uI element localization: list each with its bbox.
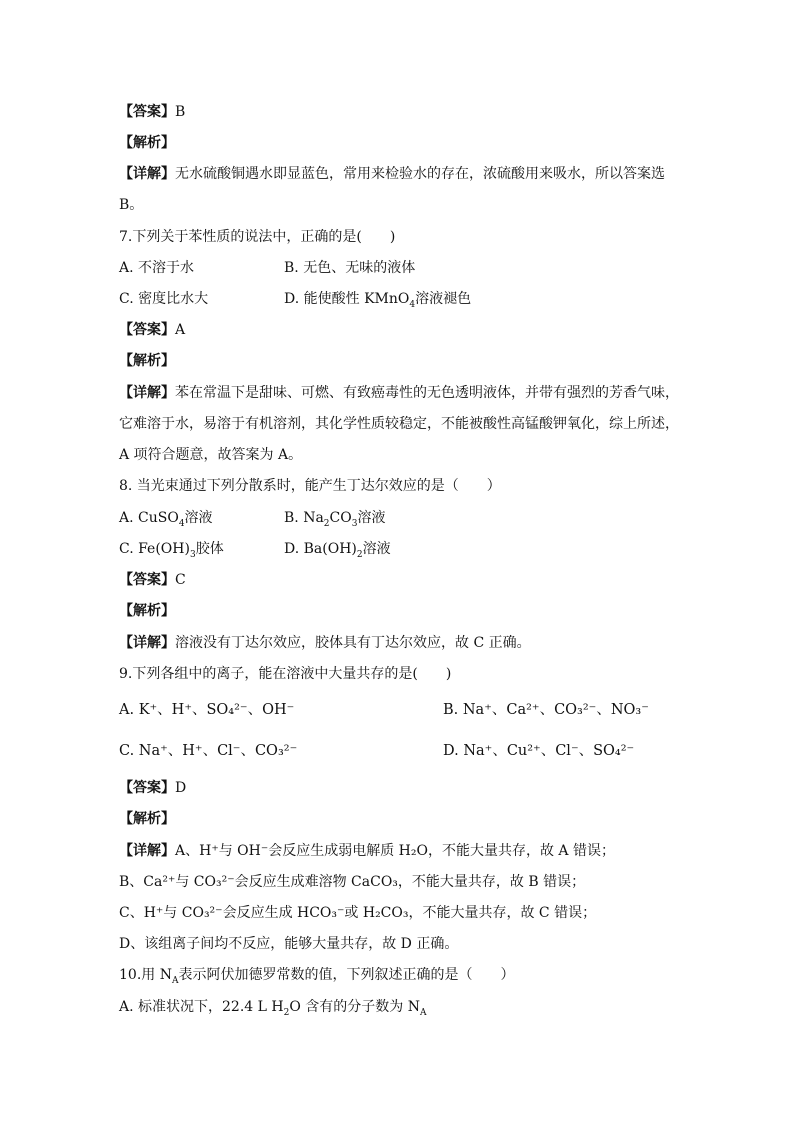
q9-detail-line2: B、Ca²⁺与 CO₃²⁻会反应生成难溶物 CaCO₃，不能大量共存，故 B 错误； <box>119 874 586 890</box>
q9-option-b: B. Na⁺、Ca²⁺、CO₃²⁻、NO₃⁻ <box>443 702 649 718</box>
q9-analysis-label: 【解析】 <box>119 811 175 827</box>
option-sub: 4 <box>178 518 185 529</box>
answer-label: 【答案】 <box>119 780 175 796</box>
q8-detail-line1 <box>119 633 531 653</box>
answer-value: D <box>175 780 187 796</box>
answer-value: B <box>175 104 186 120</box>
option-d-sub: 4 <box>409 299 416 310</box>
q9-detail-line1 <box>119 841 615 861</box>
q7-detail-line1 <box>119 383 679 403</box>
option-text: A. 标准状况下，22.4 L H <box>119 999 284 1015</box>
option-mid: CO <box>329 510 352 526</box>
q9-option-c: C. Na⁺、H⁺、Cl⁻、CO₃²⁻ <box>119 743 298 759</box>
option-d-tail: 溶液褪色 <box>415 291 472 307</box>
q8-option-c <box>119 539 224 559</box>
q7-answer-line <box>119 320 185 340</box>
option-text: D. Ba(OH) <box>284 541 357 557</box>
option-sub: 3 <box>351 518 358 529</box>
q8-option-b <box>284 508 385 528</box>
q6-answer-line <box>119 102 185 122</box>
option-mid: O 含有的分子数为 N <box>289 999 420 1015</box>
detail-label: 【详解】 <box>119 385 175 401</box>
option-text: C. Fe(OH) <box>119 541 190 557</box>
option-sub: 2 <box>283 1007 290 1018</box>
q9-detail-line3: C、H⁺与 CO₃²⁻会反应生成 HCO₃⁻或 H₂CO₃，不能大量共存，故 C 错误； <box>119 905 597 921</box>
stem-sub: A <box>171 975 179 986</box>
option-d-text: D. 能使酸性 KMnO <box>284 291 410 307</box>
detail-text: A、H⁺与 OH⁻会反应生成弱电解质 H₂O，不能大量共存，故 A 错误； <box>175 843 615 859</box>
q9-option-a: A. K⁺、H⁺、SO₄²⁻、OH⁻ <box>119 702 295 718</box>
detail-text: 苯在常温下是甜味、可燃、有致癌毒性的无色透明液体，并带有强烈的芳香气味， <box>175 385 679 401</box>
option-tail: 溶液 <box>362 541 391 557</box>
option-sub: 3 <box>189 549 196 560</box>
answer-value: C <box>175 572 186 588</box>
q8-option-a <box>119 508 213 528</box>
option-tail: 溶液 <box>184 510 213 526</box>
q9-stem: 9.下列各组中的离子，能在溶液中大量共存的是( ) <box>119 666 452 682</box>
q8-option-d <box>284 539 391 559</box>
q7-option-d <box>284 289 471 309</box>
q7-option-c: C. 密度比水大 <box>119 291 209 307</box>
option-text: B. Na <box>284 510 324 526</box>
q7-option-b: B. 无色、无味的液体 <box>284 260 416 276</box>
q7-stem: 7.下列关于苯性质的说法中，正确的是( ) <box>119 229 396 245</box>
option-tail: 胶体 <box>195 541 224 557</box>
q7-option-a: A. 不溶于水 <box>119 260 195 276</box>
option-sub: 2 <box>323 518 330 529</box>
answer-label: 【答案】 <box>119 104 175 120</box>
q6-detail-line2: B。 <box>119 197 144 213</box>
answer-value: A <box>175 322 186 338</box>
q10-stem <box>119 965 514 985</box>
q6-analysis-label: 【解析】 <box>119 135 175 151</box>
q6-detail-line1 <box>119 164 665 184</box>
detail-label: 【详解】 <box>119 166 175 182</box>
q7-analysis-label: 【解析】 <box>119 353 175 369</box>
detail-label: 【详解】 <box>119 635 175 651</box>
option-sub: 2 <box>356 549 363 560</box>
option-tail: 溶液 <box>357 510 386 526</box>
stem-tail: 表示阿伏加德罗常数的值，下列叙述正确的是（ ） <box>178 967 515 983</box>
answer-label: 【答案】 <box>119 572 175 588</box>
q8-analysis-label: 【解析】 <box>119 603 175 619</box>
detail-text: 无水硫酸铜遇水即显蓝色，常用来检验水的存在，浓硫酸用来吸水，所以答案选 <box>175 166 665 182</box>
q8-stem: 8. 当光束通过下列分散系时，能产生丁达尔效应的是（ ） <box>119 478 501 494</box>
q8-answer-line <box>119 570 186 590</box>
detail-text: 溶液没有丁达尔效应，胶体具有丁达尔效应，故 C 正确。 <box>175 635 531 651</box>
detail-label: 【详解】 <box>119 843 175 859</box>
option-text: A. CuSO <box>119 510 179 526</box>
q9-detail-line4: D、该组离子间均不反应，能够大量共存，故 D 正确。 <box>119 936 459 952</box>
q10-option-a <box>119 997 426 1017</box>
stem-text: 10.用 N <box>119 967 172 983</box>
q9-option-d: D. Na⁺、Cu²⁺、Cl⁻、SO₄²⁻ <box>443 743 635 759</box>
q7-detail-line3: A 项符合题意，故答案为 A。 <box>119 447 303 463</box>
option-sub: A <box>419 1007 427 1018</box>
q7-detail-line2: 它难溶于水，易溶于有机溶剂，其化学性质较稳定，不能被酸性高锰酸钾氧化，综上所述， <box>119 416 679 432</box>
q9-answer-line <box>119 778 186 798</box>
answer-label: 【答案】 <box>119 322 175 338</box>
